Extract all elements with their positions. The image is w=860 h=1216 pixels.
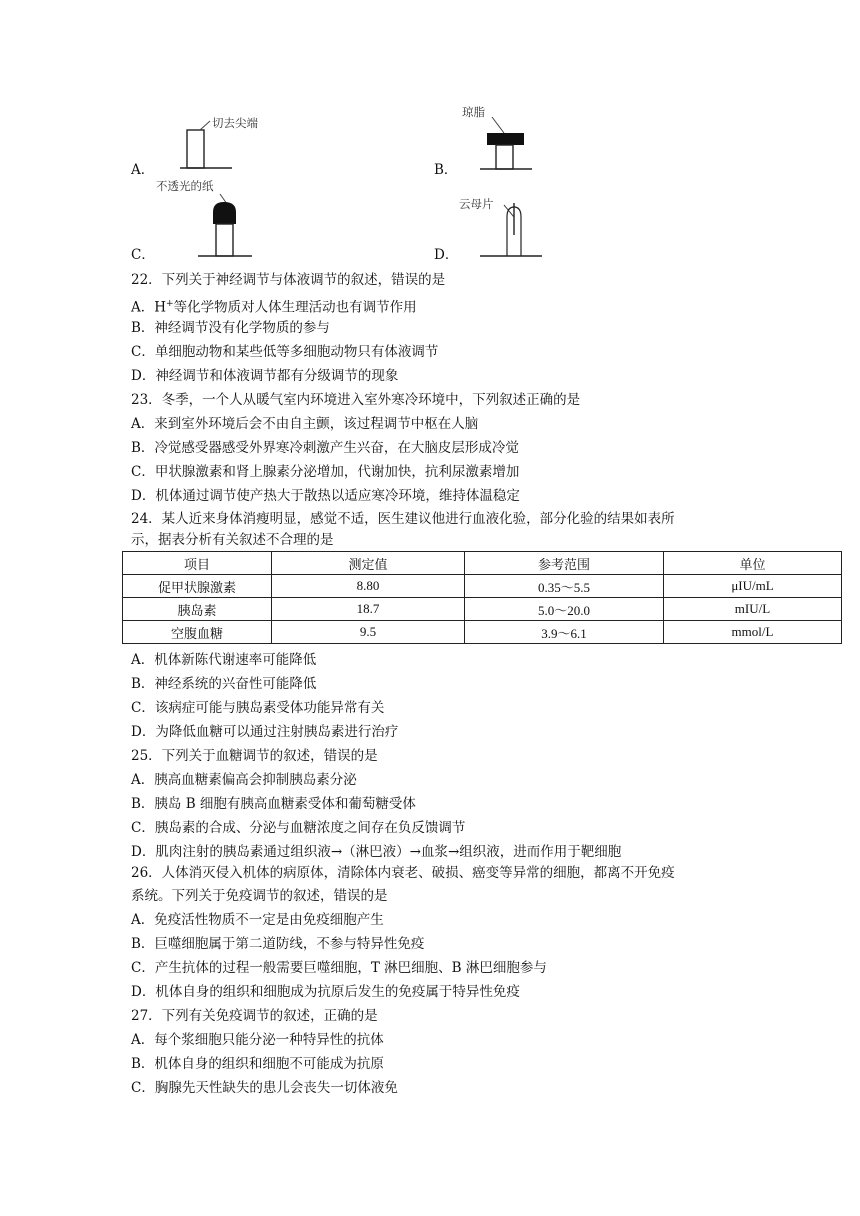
q23-option-c: C．甲状腺激素和肾上腺素分泌增加，代谢加快，抗利尿激素增加 — [131, 464, 520, 480]
figure-c-letter: C． — [131, 247, 155, 263]
table-cell: 0.35～5.5 — [465, 575, 664, 598]
q24-stem-line2: 示，据表分析有关叙述不合理的是 — [131, 532, 334, 548]
figure-c-caption: 不透光的纸 — [156, 179, 214, 193]
table-cell: 8.80 — [272, 575, 465, 598]
q22-option-d: D．神经调节和体液调节都有分级调节的现象 — [131, 368, 399, 384]
table-header-cell: 单位 — [664, 552, 842, 575]
q27-option-a: A．每个浆细胞只能分泌一种特异性的抗体 — [131, 1032, 384, 1048]
q22-option-c: C．单细胞动物和某些低等多细胞动物只有体液调节 — [131, 344, 439, 360]
table-row — [123, 575, 842, 598]
q25-option-b: B．胰岛 B 细胞有胰高血糖素受体和葡萄糖受体 — [131, 796, 416, 812]
q24-option-a: A．机体新陈代谢速率可能降低 — [131, 652, 317, 668]
q27-option-c: C．胸腺先天性缺失的患儿会丧失一切体液免 — [131, 1080, 398, 1096]
q26-option-a: A．免疫活性物质不一定是由免疫细胞产生 — [131, 912, 384, 928]
q26-stem-line2: 系统。下列关于免疫调节的叙述，错误的是 — [131, 888, 388, 904]
q27-stem: 27．下列有关免疫调节的叙述，正确的是 — [131, 1008, 378, 1024]
q26-option-d: D．机体自身的组织和细胞成为抗原后发生的免疫属于特异性免疫 — [131, 984, 520, 1000]
table-cell: mmol/L — [664, 621, 842, 644]
q24-option-b: B．神经系统的兴奋性可能降低 — [131, 676, 317, 692]
figure-c-opaque-cap-coleoptile — [180, 190, 280, 260]
figure-b-agar-block-coleoptile — [470, 115, 560, 173]
q24-option-c: C．该病症可能与胰岛素受体功能异常有关 — [131, 700, 385, 716]
table-cell: 胰岛素 — [123, 598, 272, 621]
q22-option-a-prefix: A．H — [131, 299, 167, 316]
q22-option-a — [131, 294, 417, 318]
figure-a-caption: 切去尖端 — [212, 116, 258, 130]
q26-option-b: B．巨噬细胞属于第二道防线，不参与特异性免疫 — [131, 936, 425, 952]
figure-d-caption: 云母片 — [459, 197, 494, 211]
q22-option-a-superscript: + — [166, 299, 174, 309]
q24-stem-line1: 24．某人近来身体消瘦明显，感觉不适，医生建议他进行血液化验，部分化验的结果如表所 — [131, 511, 675, 527]
q23-option-d: D．机体通过调节使产热大于散热以适应寒冷环境，维持体温稳定 — [131, 488, 520, 504]
q25-stem: 25．下列关于血糖调节的叙述，错误的是 — [131, 748, 378, 764]
q26-option-c: C．产生抗体的过程一般需要巨噬细胞，T 淋巴细胞、B 淋巴细胞参与 — [131, 960, 547, 976]
table-cell: μIU/mL — [664, 575, 842, 598]
q26-stem-line1: 26．人体消灭侵入机体的病原体，清除体内衰老、破损、癌变等异常的细胞，都离不开免疫 — [131, 865, 675, 881]
table-cell: 3.9～6.1 — [465, 621, 664, 644]
table-header-cell: 测定值 — [272, 552, 465, 575]
table-cell: 促甲状腺激素 — [123, 575, 272, 598]
q23-option-a: A．来到室外环境后会不由自主颤，该过程调节中枢在人脑 — [131, 416, 479, 432]
q22-option-a-rest: 等化学物质对人体生理活动也有调节作用 — [173, 299, 417, 316]
figure-b-caption: 琼脂 — [462, 105, 485, 119]
table-cell: 9.5 — [272, 621, 465, 644]
table-row — [123, 621, 842, 644]
blood-test-table — [122, 551, 842, 644]
table-cell: 空腹血糖 — [123, 621, 272, 644]
q25-option-d: D．肌肉注射的胰岛素通过组织液→（淋巴液）→血浆→组织液，进而作用于靶细胞 — [131, 844, 622, 860]
q23-option-b: B．冷觉感受器感受外界寒冷刺激产生兴奋，在大脑皮层形成冷觉 — [131, 440, 519, 456]
q22-option-b: B．神经调节没有化学物质的参与 — [131, 320, 330, 336]
figure-d-mica-sheet-coleoptile — [470, 195, 560, 261]
table-cell: mIU/L — [664, 598, 842, 621]
q25-option-a: A．胰高血糖素偏高会抑制胰岛素分泌 — [131, 772, 357, 788]
table-header-cell: 项目 — [123, 552, 272, 575]
figure-b-letter: B． — [434, 162, 458, 178]
table-header-row — [123, 552, 842, 575]
q23-stem: 23．冬季，一个人从暖气室内环境进入室外寒冷环境中，下列叙述正确的是 — [131, 392, 581, 408]
table-cell: 5.0～20.0 — [465, 598, 664, 621]
q25-option-c: C．胰岛素的合成、分泌与血糖浓度之间存在负反馈调节 — [131, 820, 466, 836]
q22-stem: 22．下列关于神经调节与体液调节的叙述，错误的是 — [131, 272, 446, 288]
table-row — [123, 598, 842, 621]
figure-a-letter: A． — [131, 162, 155, 178]
q27-option-b: B．机体自身的组织和细胞不可能成为抗原 — [131, 1056, 384, 1072]
figure-d-letter: D． — [434, 247, 459, 263]
table-cell: 18.7 — [272, 598, 465, 621]
table-header-cell: 参考范围 — [465, 552, 664, 575]
q24-option-d: D．为降低血糖可以通过注射胰岛素进行治疗 — [131, 724, 399, 740]
